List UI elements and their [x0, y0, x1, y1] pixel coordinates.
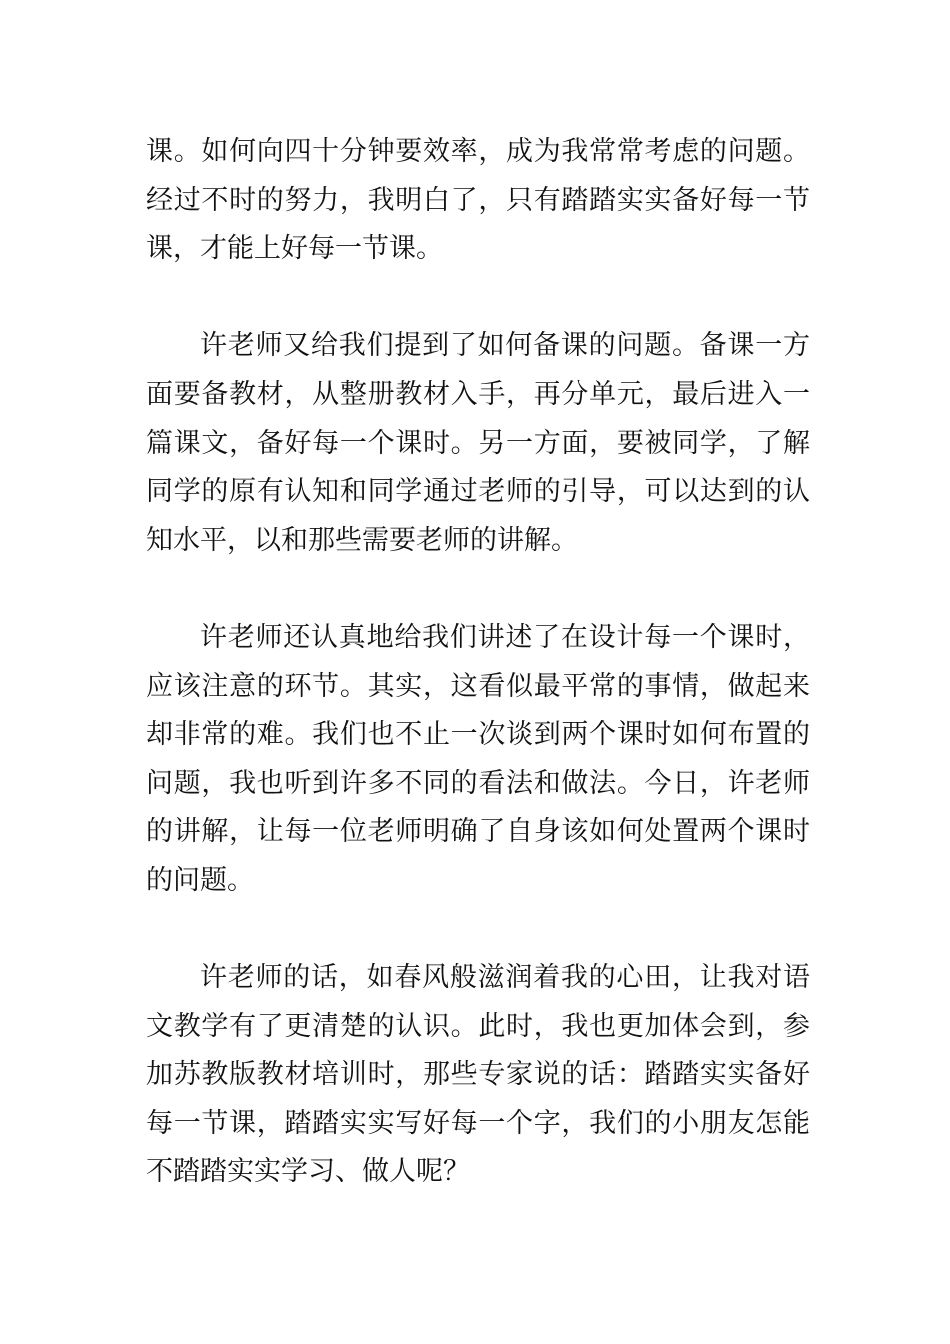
paragraph-1: 课。如何向四十分钟要效率，成为我常常考虑的问题。经过不时的努力，我明白了，只有踏踏实实备好每一节课，才能上好每一节课。	[146, 136, 810, 265]
paragraph-2: 许老师又给我们提到了如何备课的问题。备课一方面要备教材，从整册教材入手，再分单元，最后进入一篇课文，备好每一个课时。另一方面，要被同学，了解同学的原有认知和同学通过老师的引导，可以达到的认知水平，以和那些需要老师的讲解。	[146, 330, 810, 556]
paragraph-3: 许老师还认真地给我们讲述了在设计每一个课时，应该注意的环节。其实，这看似最平常的事情，做起来却非常的难。我们也不止一次谈到两个课时如何布置的问题，我也听到许多不同的看法和做法。今日，许老师的讲解，让每一位老师明确了自身该如何处置两个课时的问题。	[146, 621, 810, 896]
document-body	[146, 128, 810, 1246]
paragraph-4: 许老师的话，如春风般滋润着我的心田，让我对语文教学有了更清楚的认识。此时，我也更加体会到，参加苏教版教材培训时，那些专家说的话：踏踏实实备好每一节课，踏踏实实写好每一个字，我们的小朋友怎能不踏踏实实学习、做人呢？	[146, 962, 810, 1188]
